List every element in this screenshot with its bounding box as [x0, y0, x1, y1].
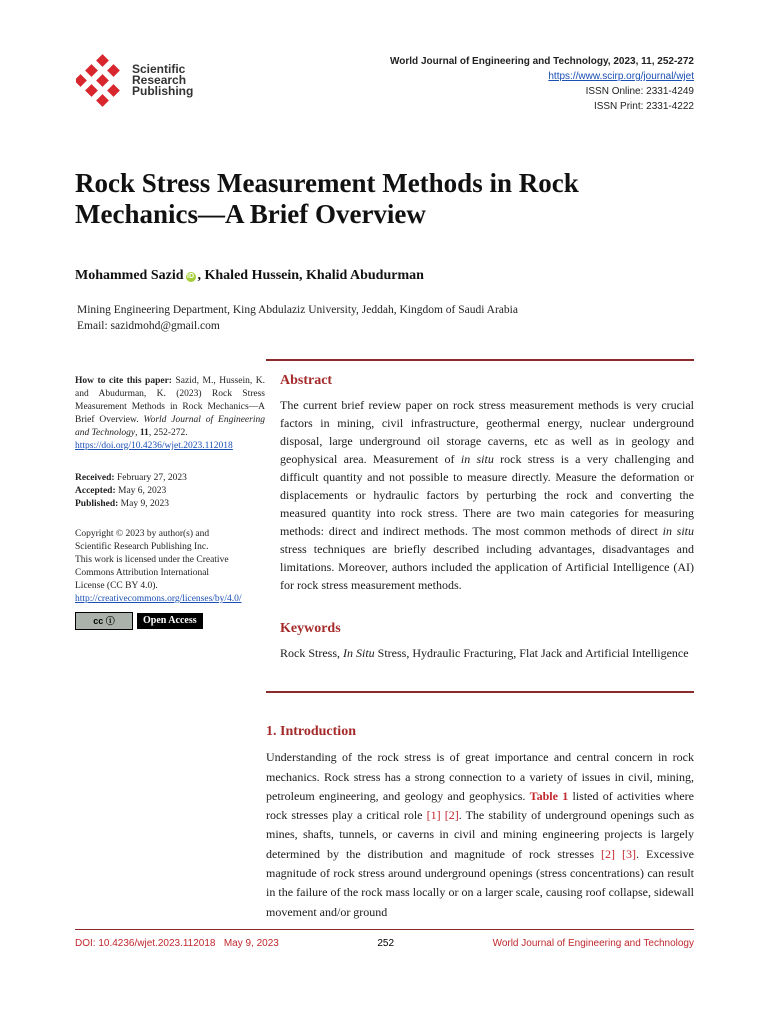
citation-link[interactable]: [1]: [426, 808, 441, 823]
keywords-text: Rock Stress, In Situ Stress, Hydraulic Fracturing, Flat Jack and Artificial Intelligence: [280, 646, 689, 660]
page-footer: [75, 938, 694, 949]
author-name[interactable]: Mohammed Sazid: [75, 268, 184, 283]
table-ref-link[interactable]: Table 1: [529, 788, 569, 803]
abstract-text: The current brief review paper on rock stress measurement methods is very crucial factors in mining, civil infrastructure, geothermal energy, nuclear underground disposal, large underground oil storage caverns, etc as well as in geology and geophysical area. Measurement of in situ rock stress is a very challenging and difficult quantity and not possible to measure directly. Measure the deformation or displacements or hydraulic factors by perturbing the rock and converting the measured quantity into rock stress. There are two main categories for measuring methods: direct and indirect methods. The most common methods of direct in situ stress techniques are briefly described including advantages, disadvantages and limitations. Moreover, authors included the application of Artificial Intelligence (AI) for rock stress measurement methods.: [280, 398, 695, 592]
abstract-heading: Abstract: [280, 373, 333, 388]
footer-journal: World Journal of Engineering and Technology: [492, 938, 694, 949]
introduction-heading: 1. Introduction: [266, 724, 356, 739]
issn-print: ISSN Print: 2331-4222: [593, 101, 694, 112]
journal-url-link[interactable]: https://www.scirp.org/journal/wjet: [548, 71, 694, 82]
author-email: Email: sazidmohd@gmail.com: [77, 320, 220, 332]
citation-link[interactable]: [2]: [444, 808, 459, 823]
license-link[interactable]: http://creativecommons.org/licenses/by/4.0/: [75, 594, 242, 604]
author-list: [75, 268, 424, 284]
affiliation: Mining Engineering Department, King Abdulaziz University, Jeddah, Kingdom of Saudi Arabia: [77, 304, 518, 316]
publisher-name: Scientific Research Publishing: [132, 62, 194, 98]
citation-link[interactable]: [3]: [622, 846, 637, 861]
how-to-cite: How to cite this paper: Sazid, M., Hussein, K. and Abudurman, K. (2023) Rock Stress Measurement Methods in Rock Mechanics—A Brief Overview. World Journal of Engineering and Technology, 11, 252-272. https://doi.org/10.4236/wjet.2023.112018: [75, 376, 265, 451]
footer-rule: [75, 929, 694, 930]
publication-dates: Received: February 27, 2023 Accepted: May 6, 2023 Published: May 9, 2023: [75, 473, 187, 509]
footer-doi[interactable]: DOI: 10.4236/wjet.2023.112018: [75, 938, 216, 949]
abstract-top-rule: [266, 359, 694, 361]
affiliation-block: [77, 302, 518, 334]
author-names: , Khaled Hussein, Khalid Abudurman: [197, 268, 424, 283]
keywords-section: [280, 620, 694, 662]
journal-citation-line: World Journal of Engineering and Technology, 2023, 11, 252-272: [390, 56, 694, 67]
footer-date: May 9, 2023: [223, 938, 279, 949]
orcid-icon[interactable]: iD: [187, 273, 194, 280]
abstract-section: [280, 372, 694, 594]
abstract-bottom-rule: [266, 691, 694, 693]
copyright-license: Copyright © 2023 by author(s) and Scientific Research Publishing Inc. This work is licensed under the Creative Commons Attribution International License (CC BY 4.0). http://creativecommons.org/licenses/by/4.0/: [75, 528, 265, 606]
journal-header: [390, 54, 694, 114]
cc-by-badge-icon[interactable]: cc ⓘ: [75, 612, 133, 630]
keywords-heading: Keywords: [280, 621, 341, 636]
citation-link[interactable]: [2]: [601, 846, 615, 861]
publisher-logo-icon: [76, 54, 132, 110]
issn-online: ISSN Online: 2331-4249: [585, 86, 694, 97]
paper-title: Rock Stress Measurement Methods in Rock Mechanics—A Brief Overview: [75, 168, 579, 229]
page-number: 252: [377, 938, 395, 949]
doi-link[interactable]: https://doi.org/10.4236/wjet.2023.112018: [75, 441, 233, 451]
introduction-section: [266, 722, 694, 922]
introduction-text: Understanding of the rock stress is of great importance and central concern in rock mechanics. Rock stress has a strong connection to a variety of issues in civil, mining, petroleum engineering, and geology and geophysics. Table 1 listed of activities where rock stresses play a critical role [1] [2]. The stability of underground openings such as mines, shafts, tunnels, or caverns in civil and mining engineering projects is largely determined by the distribution and magnitude of rock stresses [2] [3]. Excessive magnitude of rock stress around underground openings (stress concentrations) can result in the failure of the rock mass locally or on a larger scale, causing roof collapse, sidewall movement and/or ground: [266, 750, 695, 919]
license-badges: [75, 612, 203, 630]
open-access-badge: Open Access: [137, 613, 203, 629]
